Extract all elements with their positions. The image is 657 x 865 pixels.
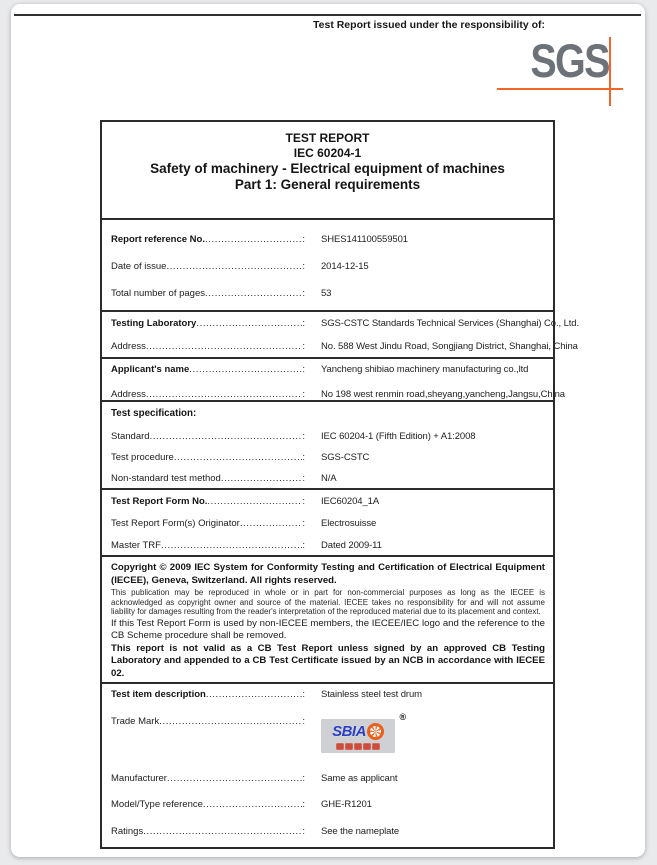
row-test-item-description: Test item description ..... : Stainless steel test drum — [102, 689, 553, 716]
field-value: SHES141100559501 — [321, 234, 408, 245]
field-label: Applicant's name — [111, 364, 190, 375]
title-line-2: IEC 60204-1 — [293, 146, 362, 160]
section-testing-laboratory — [102, 310, 580, 357]
test-specification-header: Test specification: — [111, 408, 197, 419]
field-value: SGS-CSTC — [321, 452, 370, 463]
row-ratings: Ratings ..... : See the nameplate — [102, 826, 553, 852]
field-value: SGS-CSTC Standards Technical Services (Shanghai) Co., Ltd. — [321, 318, 580, 329]
copyright-intro: Copyright © 2009 IEC System for Conformity Testing and Certification of Electrical Equipment (IECEE), Geneva, Switzerland. All rights reserved. — [111, 562, 545, 586]
field-label: Total number of pages — [111, 288, 206, 299]
section-test-item — [102, 682, 553, 852]
field-value: 53 — [321, 288, 332, 299]
dot-leader — [205, 288, 302, 299]
field-value: IEC 60204-1 (Fifth Edition) + A1:2008 — [321, 431, 476, 442]
registered-mark-icon: ® — [399, 712, 406, 722]
field-label: Manufacturer — [111, 773, 167, 784]
copyright-notice: This report is not valid as a CB Test Report unless signed by an approved CB Testing Laboratory and appended to a CB Test Certificate issued by an NCB in accordance with IECEE 02. — [111, 642, 545, 679]
dot-leader — [146, 389, 303, 400]
copyright-removal-text: If this Test Report Form is used by non-IECEE members, the IECEE/IEC logo and the reference to the CB Scheme procedure shall be removed. — [111, 617, 545, 641]
trademark-text: SBIA — [332, 722, 366, 740]
document-page — [11, 4, 645, 857]
dot-leader — [196, 318, 302, 329]
report-table — [100, 120, 580, 849]
dot-leader — [205, 234, 302, 245]
section-copyright — [102, 555, 553, 682]
dot-leader — [150, 431, 303, 442]
dot-leader — [146, 341, 303, 352]
row-applicant-name: Applicant's name ..... : Yancheng shibiao machinery manufacturing co.,ltd — [102, 364, 553, 389]
page-top-rule — [14, 14, 641, 16]
wheel-icon — [367, 723, 384, 740]
row-applicant-address: Address ..... : No 198 west renmin road,sheyang,yancheng,Jangsu,China — [102, 389, 553, 414]
row-laboratory-address: Address ..... : No. 588 West Jindu Road, Songjiang District, Shanghai, China — [102, 341, 553, 364]
field-label: Master TRF — [111, 540, 161, 551]
field-label: Test Report Form No. — [111, 496, 208, 507]
row-date-of-issue: Date of issue ..... : 2014-12-15 — [102, 261, 553, 288]
field-value: Dated 2009-11 — [321, 540, 382, 551]
trademark-logo-box — [321, 719, 395, 753]
dot-leader — [167, 773, 302, 784]
dot-leader — [221, 473, 303, 484]
field-label: Model/Type reference — [111, 799, 203, 810]
field-value: See the nameplate — [321, 826, 400, 837]
row-trf-number: Test Report Form No. ..... : IEC60204_1A — [102, 496, 553, 518]
row-report-reference: Report reference No. ..... : SHES141100559501 — [102, 234, 553, 261]
field-value: 2014-12-15 — [321, 261, 369, 272]
row-trade-mark: Trade Mark ..... : ® SBIA — [102, 716, 553, 773]
row-manufacturer: Manufacturer ..... : Same as applicant — [102, 773, 553, 799]
field-value: GHE-R1201 — [321, 799, 372, 810]
field-label: Standard — [111, 431, 150, 442]
field-label: Address — [111, 389, 146, 400]
dot-leader — [159, 716, 302, 727]
field-label: Ratings — [111, 826, 144, 837]
field-label: Non-standard test method — [111, 473, 221, 484]
field-value: Same as applicant — [321, 773, 398, 784]
field-label: Report reference No. — [111, 234, 205, 245]
field-value: No 198 west renmin road,sheyang,yancheng,Jangsu,China — [321, 389, 565, 400]
dot-leader — [174, 452, 303, 463]
row-non-standard-method: Non-standard test method ..... : N/A — [102, 473, 553, 494]
title-block — [102, 122, 553, 218]
dot-leader — [161, 540, 302, 551]
copyright-small-text: This publication may be reproduced in whole or in part for non-commercial purposes as long as the IECEE is acknowledged as copyright owner and source of the material. IECEE takes no responsibility for and will not assume liability for damages resulting from the reader's interpretation of the reproduced material due to its placement and context. — [111, 588, 545, 617]
field-label: Date of issue — [111, 261, 167, 272]
section-test-report-form — [102, 488, 553, 555]
title-line-3: Safety of machinery - Electrical equipment of machines — [150, 161, 505, 176]
dot-leader — [189, 364, 302, 375]
dot-leader — [206, 689, 303, 700]
trademark-chinese-strip — [336, 743, 380, 750]
dot-leader — [207, 496, 302, 507]
field-label: Trade Mark — [111, 716, 160, 727]
field-label: Test procedure — [111, 452, 174, 463]
section-test-specification — [102, 400, 553, 488]
field-label: Test Report Form(s) Originator — [111, 518, 240, 529]
dot-leader — [203, 799, 302, 810]
sgs-logo-horizontal-line — [497, 88, 623, 90]
field-value: No. 588 West Jindu Road, Songjiang District, Shanghai, China — [321, 341, 578, 352]
dot-leader — [240, 518, 303, 529]
dot-leader — [143, 826, 302, 837]
trademark-logo — [321, 712, 406, 753]
title-line-4: Part 1: General requirements — [234, 177, 421, 192]
row-total-pages: Total number of pages ..... : 53 — [102, 288, 553, 315]
sgs-logo-vertical-line — [609, 37, 611, 106]
title-line-1: TEST REPORT — [285, 131, 370, 145]
field-label: Address — [111, 341, 146, 352]
field-value: Electrosuisse — [321, 518, 377, 529]
field-label: Testing Laboratory — [111, 318, 197, 329]
section-applicant — [102, 357, 565, 400]
row-trf-originator: Test Report Form(s) Originator ..... : Electrosuisse — [102, 518, 553, 540]
field-value: IEC60204_1A — [321, 496, 380, 507]
row-standard: Standard ..... : IEC 60204-1 (Fifth Edition) + A1:2008 — [102, 431, 553, 452]
field-value: N/A — [321, 473, 337, 484]
row-test-procedure: Test procedure ..... : SGS-CSTC — [102, 452, 553, 473]
section-report-reference — [102, 218, 553, 310]
field-value: Stainless steel test drum — [321, 689, 422, 700]
row-model-type: Model/Type reference ..... : GHE-R1201 — [102, 799, 553, 826]
dot-leader — [166, 261, 302, 272]
responsibility-line: Test Report issued under the responsibility of: — [313, 19, 545, 31]
field-value: Yancheng shibiao machinery manufacturing co.,ltd — [321, 364, 529, 375]
field-label: Test item description — [111, 689, 206, 700]
sgs-logo: SGS — [530, 34, 609, 87]
row-master-trf: Master TRF ..... : Dated 2009-11 — [102, 540, 553, 562]
row-testing-laboratory: Testing Laboratory ..... : SGS-CSTC Standards Technical Services (Shanghai) Co., Ltd. — [102, 318, 553, 341]
